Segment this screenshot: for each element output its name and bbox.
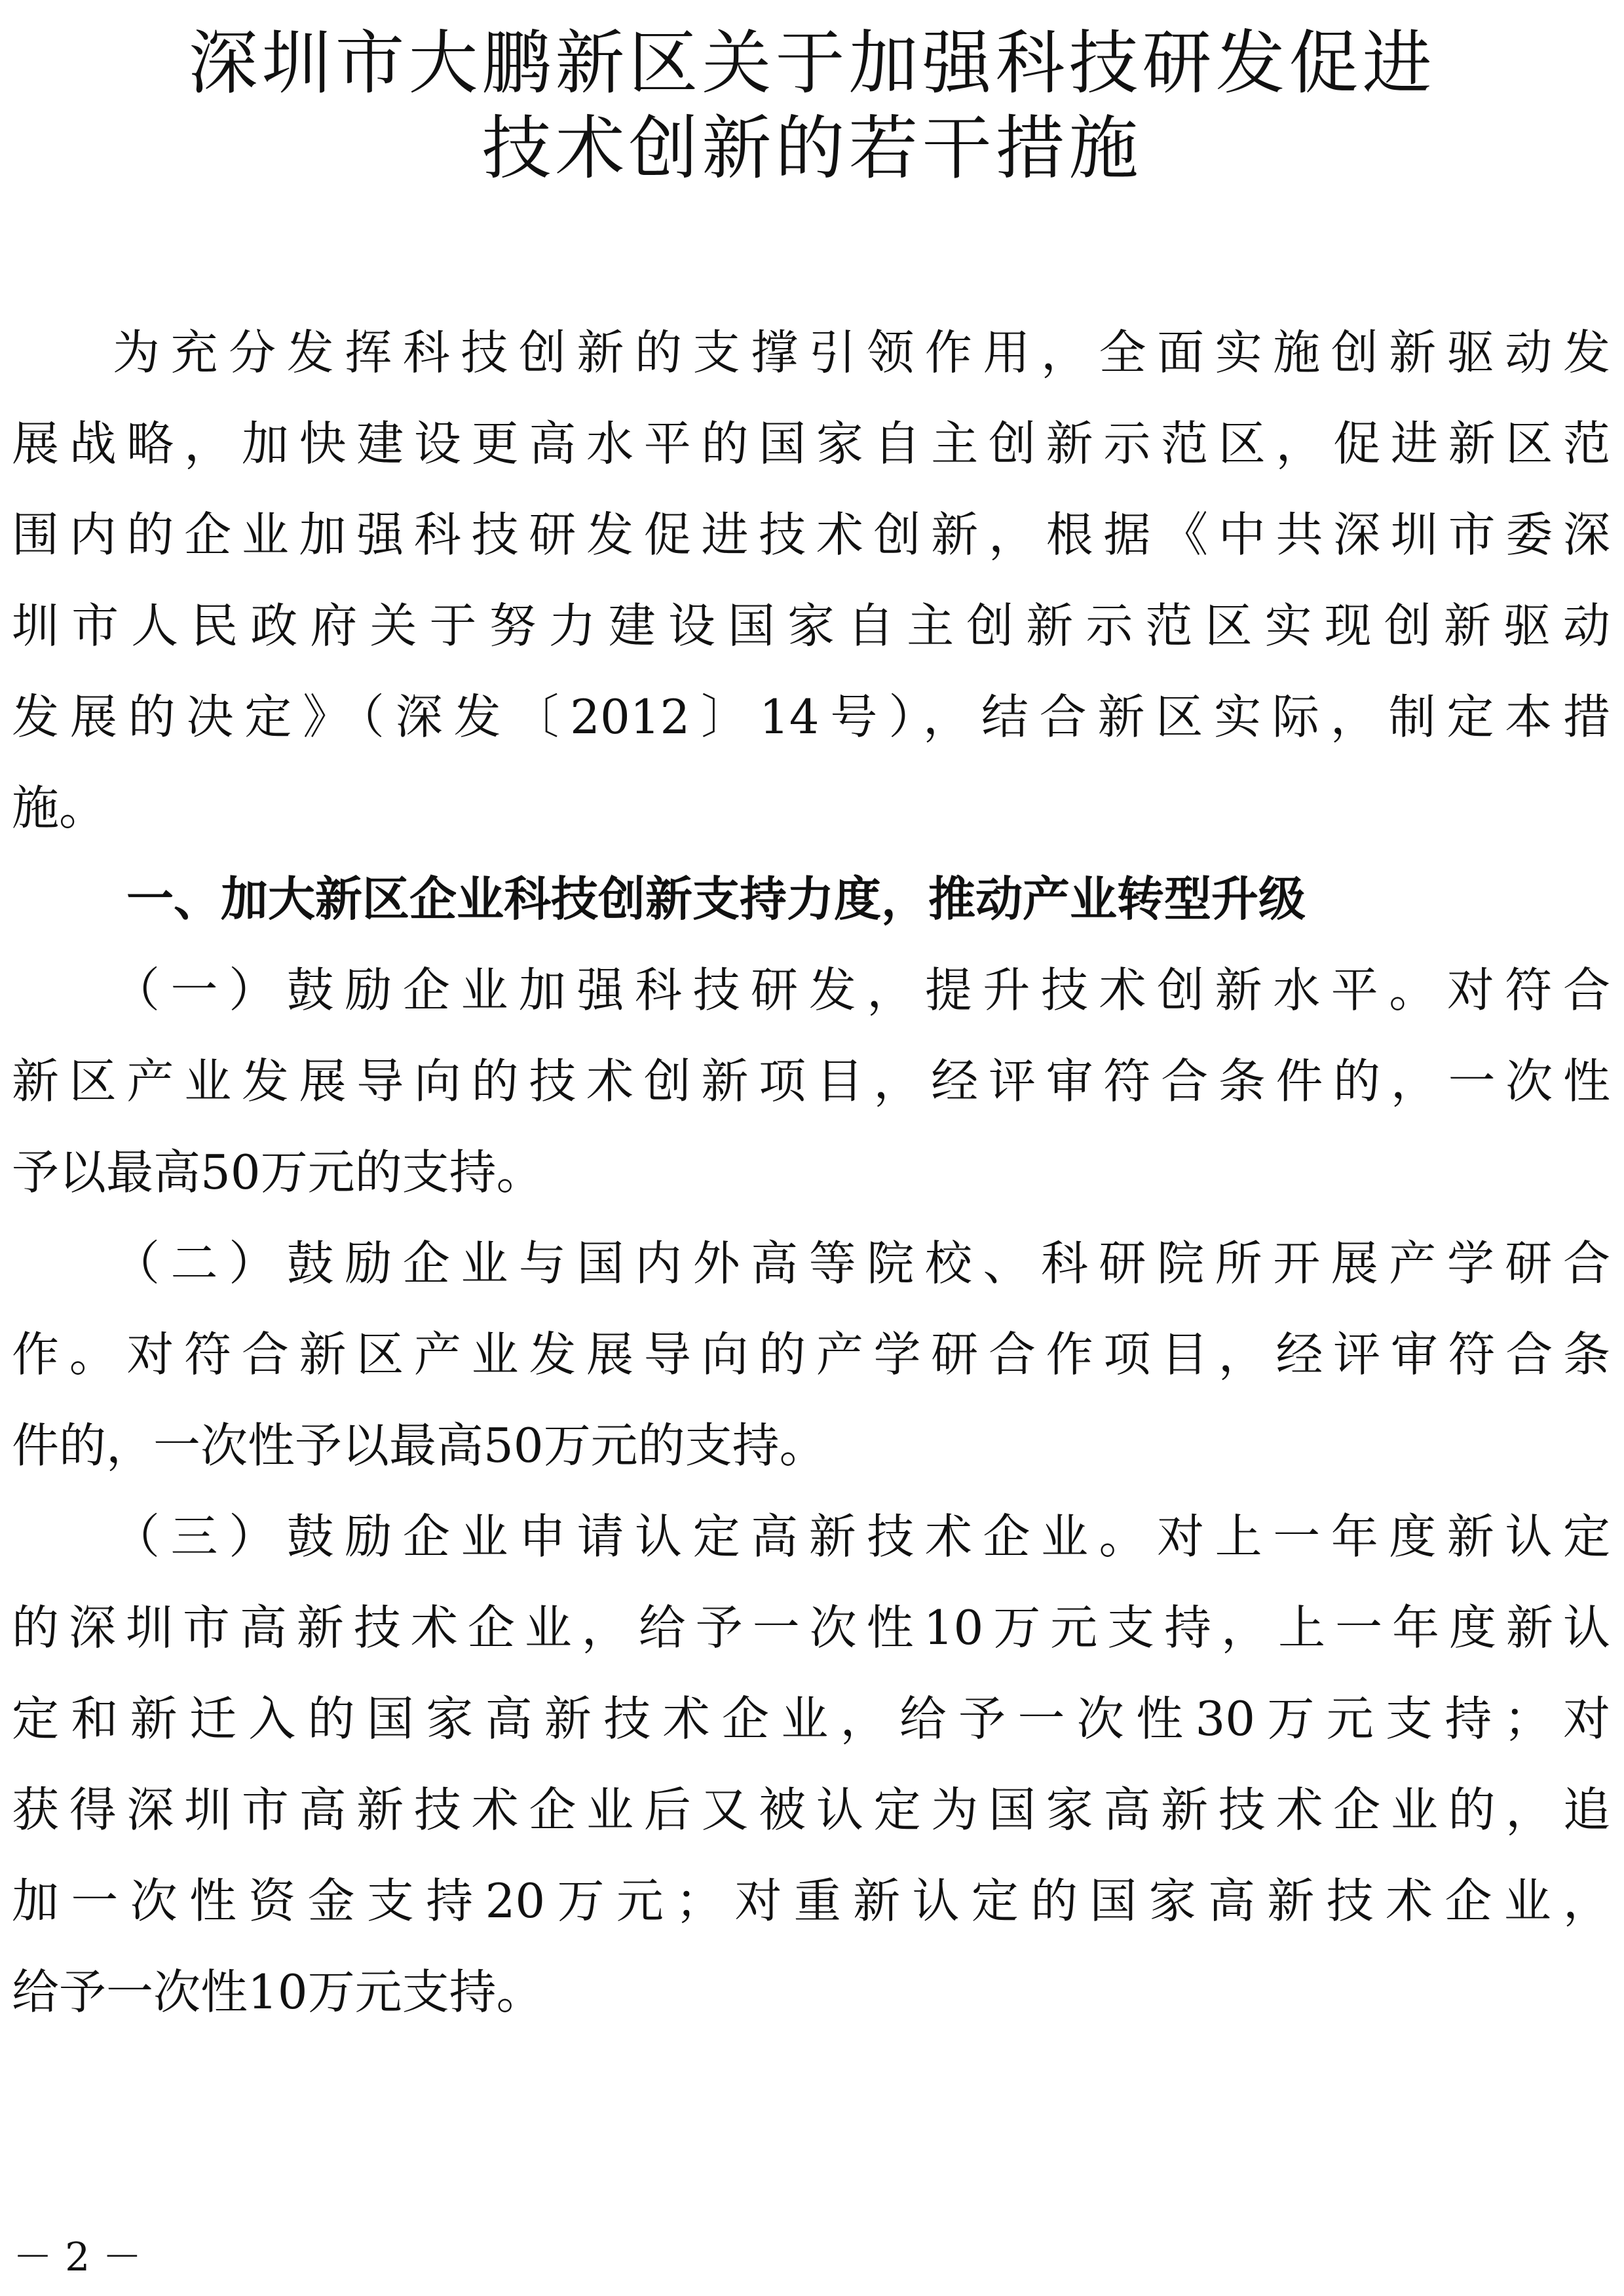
text-line: 新区产业发展导向的技术创新项目，经评审符合条件的，一次性 [12, 1054, 1610, 1109]
document-title-line-2: 技术创新的若干措施 [482, 108, 1142, 189]
document-title-line-1: 深圳市大鹏新区关于加强科技研发促进 [188, 23, 1436, 104]
text-line: （三）鼓励企业申请认定高新技术企业。对上一年度新认定 [113, 1509, 1610, 1564]
text-line: 发展的决定》（深发〔2012〕14号），结合新区实际，制定本措 [12, 689, 1610, 744]
text-line: 施。 [12, 780, 107, 835]
text-line: 围内的企业加强科技研发促进技术创新，根据《中共深圳市委深 [12, 507, 1610, 562]
text-line: 获得深圳市高新技术企业后又被认定为国家高新技术企业的，追 [12, 1782, 1610, 1837]
section-heading: 一、加大新区企业科技创新支持力度，推动产业转型升级 [126, 871, 1306, 927]
text-line: 予以最高50万元的支持。 [12, 1145, 544, 1200]
page-number: － 2 － [13, 2234, 142, 2280]
text-line: （一）鼓励企业加强科技研发，提升技术创新水平。对符合 [113, 963, 1610, 1018]
text-line: 为充分发挥科技创新的支撑引领作用，全面实施创新驱动发 [113, 325, 1610, 380]
text-line: 加一次性资金支持20万元；对重新认定的国家高新技术企业， [12, 1873, 1610, 1928]
text-line: 给予一次性10万元支持。 [12, 1964, 544, 2019]
text-line: 件的，一次性予以最高50万元的支持。 [12, 1418, 827, 1473]
text-line: 展战略，加快建设更高水平的国家自主创新示范区，促进新区范 [12, 416, 1610, 471]
text-line: 圳市人民政府关于努力建设国家自主创新示范区实现创新驱动 [12, 598, 1610, 653]
text-line: 的深圳市高新技术企业，给予一次性10万元支持，上一年度新认 [12, 1600, 1610, 1655]
text-line: 作。对符合新区产业发展导向的产学研合作项目，经评审符合条 [12, 1327, 1610, 1382]
text-line: （二）鼓励企业与国内外高等院校、科研院所开展产学研合 [113, 1236, 1610, 1291]
text-line: 定和新迁入的国家高新技术企业，给予一次性30万元支持；对 [12, 1691, 1610, 1746]
